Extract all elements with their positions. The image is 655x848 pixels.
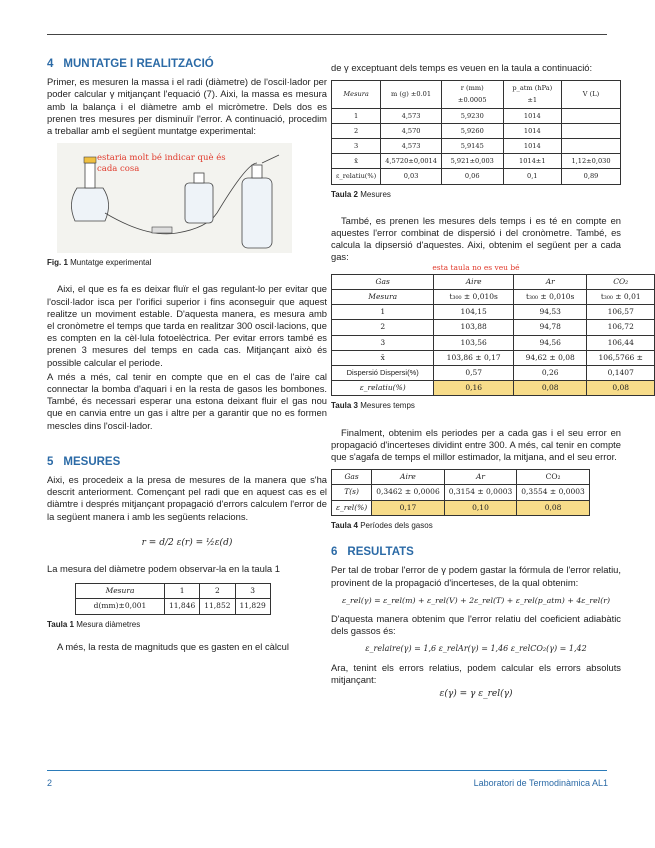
footer-title: Laboratori de Termodinàmica AL1: [473, 778, 608, 788]
caption-text: Mesura diàmetres: [76, 619, 141, 629]
caption-text: Mesures: [360, 189, 391, 199]
table-cell: 94,62 ± 0,08: [513, 350, 587, 365]
table-header-row: [76, 584, 271, 599]
table-cell: V (L): [562, 81, 621, 108]
table-cell: r (mm) ±0.0005: [441, 81, 503, 108]
table-row: [332, 139, 621, 154]
page-number: 2: [47, 778, 53, 788]
table-cell: 0,1: [503, 169, 561, 184]
table-cell: 0,03: [381, 169, 442, 184]
paragraph: Ara, tenint els errors relatius, podem calcular els errors absoluts mitjançant:: [331, 661, 621, 685]
table-row: [332, 335, 655, 350]
table-cell: ε_relatiu(%): [332, 169, 381, 184]
table-cell: CO₂: [587, 274, 655, 289]
table-cell: 106,44: [587, 335, 655, 350]
table-cell: 0,57: [434, 366, 514, 381]
table-row: [332, 381, 655, 396]
table-cell: 106,57: [587, 305, 655, 320]
table-cell: 1,12±0,030: [562, 154, 621, 169]
paragraph: Primer, es mesuren la massa i el radi (diàmetre) de l'oscil·lador per poder calcular γ mitjançant l'equació (7). Aixi, la massa es mesura amb la balança i el diàmetre amb el micròmetre. Dels dos es prenen tres mesures per disminuïr l'error. A continuació, procedim a treballar amb el següent muntatge experimental:: [47, 76, 327, 137]
table-cell: [562, 108, 621, 123]
table-cell: 4,573: [381, 139, 442, 154]
table-row: [332, 366, 655, 381]
table-cell: t₃₀₀ ± 0,01: [587, 290, 655, 305]
table-cell: Ar: [513, 274, 587, 289]
table-cell: 1014: [503, 139, 561, 154]
table-row: [332, 169, 621, 184]
table-cell: t₃₀₀ ± 0,010s: [434, 290, 514, 305]
table-row: [332, 290, 655, 305]
paragraph: D'aquesta manera obtenim que l'error relatiu del coeficient adiabàtic dels gassos és:: [331, 612, 621, 637]
table-cell: 0,89: [562, 169, 621, 184]
table-cell: x̄: [332, 350, 434, 365]
table-cell: Mesura: [76, 584, 165, 599]
table-2: [331, 80, 621, 184]
table-cell: [562, 123, 621, 138]
table-row: [332, 500, 590, 515]
table-cell: t₃₀₀ ± 0,010s: [513, 290, 587, 305]
section-title: MUNTATGE I REALITZACIÓ: [63, 58, 214, 70]
figure-caption: [47, 257, 327, 269]
table-row: [332, 485, 590, 500]
caption-label: Taula 3: [331, 401, 358, 411]
table-cell: 0,3554 ± 0,0003: [517, 485, 590, 500]
table-row: [332, 108, 621, 123]
table-cell: 3: [332, 139, 381, 154]
table-cell: 1014: [503, 123, 561, 138]
section-title: RESULTATS: [347, 546, 414, 559]
footer-rule: [47, 770, 607, 771]
table-cell: 2: [332, 320, 434, 335]
paragraph: Finalment, obtenim els periodes per a cada gas i el seu error en propagació d'incerteses dividint entre 300. A més, cal tenir en compte que s'agafa de temps el millor estimador, la mitjana, and el seu error.: [331, 426, 621, 463]
table-row: [332, 350, 655, 365]
table-cell: 5,9260: [441, 123, 503, 138]
highlighted-cell: 0,16: [434, 381, 514, 396]
table-3: [331, 274, 655, 397]
table-row: [76, 599, 271, 614]
table-cell: 4,573: [381, 108, 442, 123]
table-cell: 104,15: [434, 305, 514, 320]
table-caption: [47, 619, 327, 631]
table-cell: [562, 139, 621, 154]
paragraph: Aixi, el que es fa es deixar fluïr el gas regulant-lo per evitar que l'oscil·lador isca per l'orifici superior i fins aconseguir que aquest realitze un moviment estable. D'aquesta manera, es mesura amb el cronòmetre el temps que tarda en realitzar 300 oscil·lacions, que es compten en la cèl·lula fotoelèctrica. Per evitar errors també es prenen 3 mesures del temps en cada cas. Mitjançant això és possible calcular el periode.: [47, 283, 327, 368]
table-cell: 0,3154 ± 0,0003: [444, 485, 517, 500]
table-cell: d(mm)±0,001: [76, 599, 165, 614]
table-caption: [331, 189, 621, 201]
caption-text: Muntatge experimental: [70, 258, 152, 268]
table-header-row: [332, 274, 655, 289]
table-cell: 1: [165, 584, 200, 599]
annotation-note: esta taula no es veu bé: [432, 262, 520, 272]
table-cell: Gas: [332, 470, 372, 485]
highlighted-cell: 0,17: [372, 500, 445, 515]
table-cell: Mesura: [332, 290, 434, 305]
right-column: [331, 62, 643, 706]
formula: ε(γ) = γ ε_rel(γ): [439, 688, 513, 699]
table-cell: ε_relatiu(%): [332, 381, 434, 396]
section-title: MESURES: [63, 455, 121, 468]
table-cell: x̄: [332, 154, 381, 169]
highlighted-cell: 0,10: [444, 500, 517, 515]
table-cell: 1: [332, 108, 381, 123]
table-cell: 106,5766 ±: [587, 350, 655, 365]
paragraph: A més a més, cal tenir en compte que en el cas de l'aire cal connectar la bomba d'aquari i en la resta de gasos les bombones. També, és necessari esperar una estona deixant fluir el gas nou que en canvia entre un gas i altre per a garantir que no es formen mescles dins l'oscil·lador.: [47, 370, 327, 431]
table-cell: 0,1407: [587, 366, 655, 381]
highlighted-cell: 0,08: [517, 500, 590, 515]
section-number: 6: [331, 546, 338, 559]
caption-label: Taula 1: [47, 619, 74, 629]
section-5-heading: [47, 456, 327, 468]
paragraph: També, es prenen les mesures dels temps i es té en compte en aquestes l'error combinat de dispersió i del cronòmetre. També, es calcula la dipsersió d'aquestes. Aixi, obtenim el següent per a cada gas:: [331, 214, 621, 263]
paragraph: de γ exceptuant dels temps es veuen en la taula a continuació:: [331, 62, 593, 73]
section-number: 4: [47, 58, 54, 70]
table-4: [331, 469, 590, 516]
highlighted-cell: 0,08: [587, 381, 655, 396]
table-cell: 3: [332, 335, 434, 350]
experimental-setup-figure: [57, 143, 292, 253]
table-cell: Aire: [434, 274, 514, 289]
table-cell: 103,86 ± 0,17: [434, 350, 514, 365]
table-cell: Dispersió Dispersi(%): [332, 366, 434, 381]
table-row: [332, 320, 655, 335]
table-cell: 0,3462 ± 0,0006: [372, 485, 445, 500]
table-row: [332, 154, 621, 169]
table-cell: 4,570: [381, 123, 442, 138]
table-cell: Gas: [332, 274, 434, 289]
table-cell: Mesura: [332, 81, 381, 108]
table-cell: 5,921±0,003: [441, 154, 503, 169]
table-cell: 94,53: [513, 305, 587, 320]
table-cell: 4,5720±0,0014: [381, 154, 442, 169]
table-cell: 11,846: [165, 599, 200, 614]
table-caption: [331, 400, 621, 412]
table-cell: Aire: [372, 470, 445, 485]
paragraph: Aixi, es procedeix a la presa de mesures de la manera que s'ha descrit anteriorment. Començant pel radi que en aquest cas es el diàmtre i després mitjançant propagació d'errors calculem l'error de la següent manera i amb les següents relacions.: [47, 474, 327, 522]
annotation-note: estaria molt bé indicar què és cada cosa: [97, 153, 226, 175]
table-cell: 2: [200, 584, 235, 599]
table-cell: CO₂: [517, 470, 590, 485]
table-cell: 5,9145: [441, 139, 503, 154]
section-4-heading: [47, 58, 327, 70]
table-cell: m (g) ±0.01: [381, 81, 442, 108]
formula: ε_rel(γ) = ε_rel(m) + ε_rel(V) + 2ε_rel(T) + ε_rel(p_atm) + 4ε_rel(r): [341, 595, 611, 605]
table-cell: T(s): [332, 485, 372, 500]
table-cell: 5,9230: [441, 108, 503, 123]
paragraph: A més, la resta de magnituds que es gasten en el càlcul: [57, 640, 289, 652]
table-header-row: [332, 81, 621, 108]
table-header-row: [332, 470, 590, 485]
table-cell: 106,72: [587, 320, 655, 335]
table-1: [75, 583, 271, 614]
table-cell: 0,26: [513, 366, 587, 381]
table-cell: 3: [235, 584, 270, 599]
table-caption: [331, 520, 621, 532]
table-row: [332, 123, 621, 138]
highlighted-cell: 0,08: [513, 381, 587, 396]
paragraph: Per tal de trobar l'error de γ podem gastar la fórmula de l'error relatiu, provinent de la propagació d'incerteses, de la qual obtenim:: [331, 564, 621, 588]
table-cell: 103,56: [434, 335, 514, 350]
formula: r = d/2 ε(r) = ½ε(d): [141, 537, 233, 548]
table-cell: Ar: [444, 470, 517, 485]
section-6-heading: [331, 546, 621, 558]
table-cell: 0,06: [441, 169, 503, 184]
section-number: 5: [47, 455, 54, 468]
caption-label: Taula 4: [331, 520, 358, 530]
table-cell: 11,829: [235, 599, 270, 614]
caption-text: Períodes dels gasos: [360, 520, 433, 530]
table-cell: 1: [332, 305, 434, 320]
table-cell: 103,88: [434, 320, 514, 335]
caption-label: Fig. 1: [47, 258, 68, 268]
caption-text: Mesures temps: [360, 401, 415, 411]
table-cell: 94,56: [513, 335, 587, 350]
table-cell: 1014±1: [503, 154, 561, 169]
formula: ε_relaire(γ) = 1,6 ε_relAr(γ) = 1,46 ε_relCO₂(γ) = 1,42: [365, 644, 587, 654]
paragraph: La mesura del diàmetre podem observar-la en la taula 1: [47, 563, 280, 575]
left-column: [47, 58, 327, 655]
caption-label: Taula 2: [331, 189, 358, 199]
table-row: [332, 305, 655, 320]
table-cell: 11,852: [200, 599, 235, 614]
table-cell: 94,78: [513, 320, 587, 335]
table-cell: p_atm (hPa) ±1: [503, 81, 561, 108]
header-rule: [47, 34, 607, 35]
table-cell: 1014: [503, 108, 561, 123]
table-cell: 2: [332, 123, 381, 138]
table-cell: ε_rel(%): [332, 500, 372, 515]
